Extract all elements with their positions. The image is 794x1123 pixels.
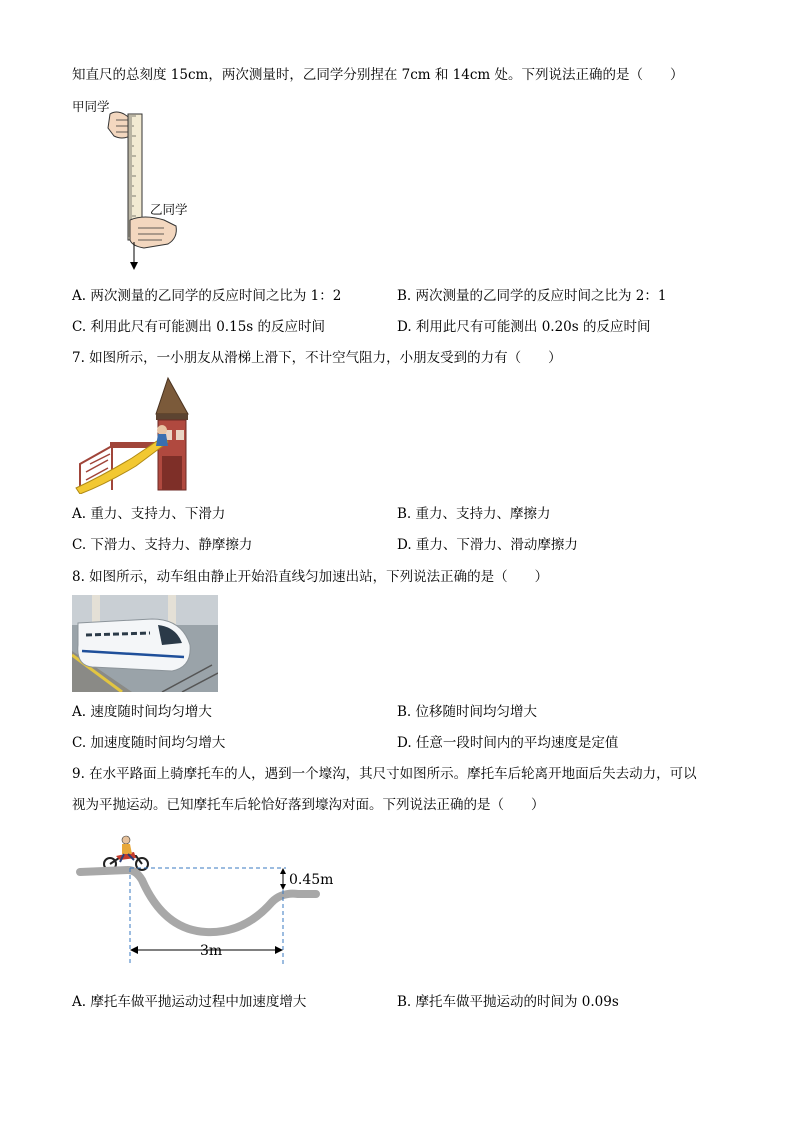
q8-option-a: A. 速度随时间均匀增大 — [72, 704, 212, 720]
q6-option-c: C. 利用此尺有可能测出 0.15s 的反应时间 — [72, 319, 325, 335]
q8-option-c: C. 加速度随时间均匀增大 — [72, 735, 226, 751]
q6-option-b: B. 两次测量的乙同学的反应时间之比为 2：1 — [397, 288, 667, 304]
q9-ditch-figure — [76, 830, 346, 975]
yi-hand-icon — [130, 217, 176, 248]
q8-option-b: B. 位移随时间均匀增大 — [397, 704, 538, 720]
q9-stem-line2: 视为平抛运动。已知摩托车后轮恰好落到壕沟对面。下列说法正确的是（ ） — [72, 797, 545, 813]
q9-stem-line1: 9. 在水平路面上骑摩托车的人，遇到一个壕沟，其尺寸如图所示。摩托车后轮离开地面后失去动力，可以 — [72, 766, 697, 782]
q7-option-b: B. 重力、支持力、摩擦力 — [397, 506, 551, 522]
width-label: 3m — [200, 943, 223, 959]
q9-option-a: A. 摩托车做平抛运动过程中加速度增大 — [72, 994, 307, 1010]
q7-stem: 7. 如图所示，一小朋友从滑梯上滑下，不计空气阻力，小朋友受到的力有（ ） — [72, 350, 562, 366]
arrow-down-icon — [130, 262, 138, 270]
q8-stem: 8. 如图所示，动车组由静止开始沿直线匀加速出站，下列说法正确的是（ ） — [72, 569, 549, 585]
q9-option-b: B. 摩托车做平抛运动的时间为 0.09s — [397, 994, 619, 1010]
q7-option-d: D. 重力、下滑力、滑动摩擦力 — [397, 537, 578, 553]
q6-stem: 知直尺的总刻度 15cm，两次测量时，乙同学分别捏在 7cm 和 14cm 处。下列说法正确的是（ ） — [72, 67, 684, 83]
q6-option-a: A. 两次测量的乙同学的反应时间之比为 1：2 — [72, 288, 342, 304]
height-label: 0.45m — [289, 872, 334, 888]
motorcycle-icon — [104, 836, 148, 870]
q7-slide-picture — [72, 376, 190, 494]
q7-option-a: A. 重力、支持力、下滑力 — [72, 506, 226, 522]
label-yi: 乙同学 — [150, 202, 188, 217]
q6-option-d: D. 利用此尺有可能测出 0.20s 的反应时间 — [397, 319, 651, 335]
q7-option-c: C. 下滑力、支持力、静摩擦力 — [72, 537, 253, 553]
q6-ruler-figure — [72, 96, 212, 274]
q8-option-d: D. 任意一段时间内的平均速度是定值 — [397, 735, 619, 751]
jia-hand-icon — [108, 112, 130, 138]
q8-train-photo — [72, 595, 218, 692]
label-jia: 甲同学 — [72, 99, 110, 114]
